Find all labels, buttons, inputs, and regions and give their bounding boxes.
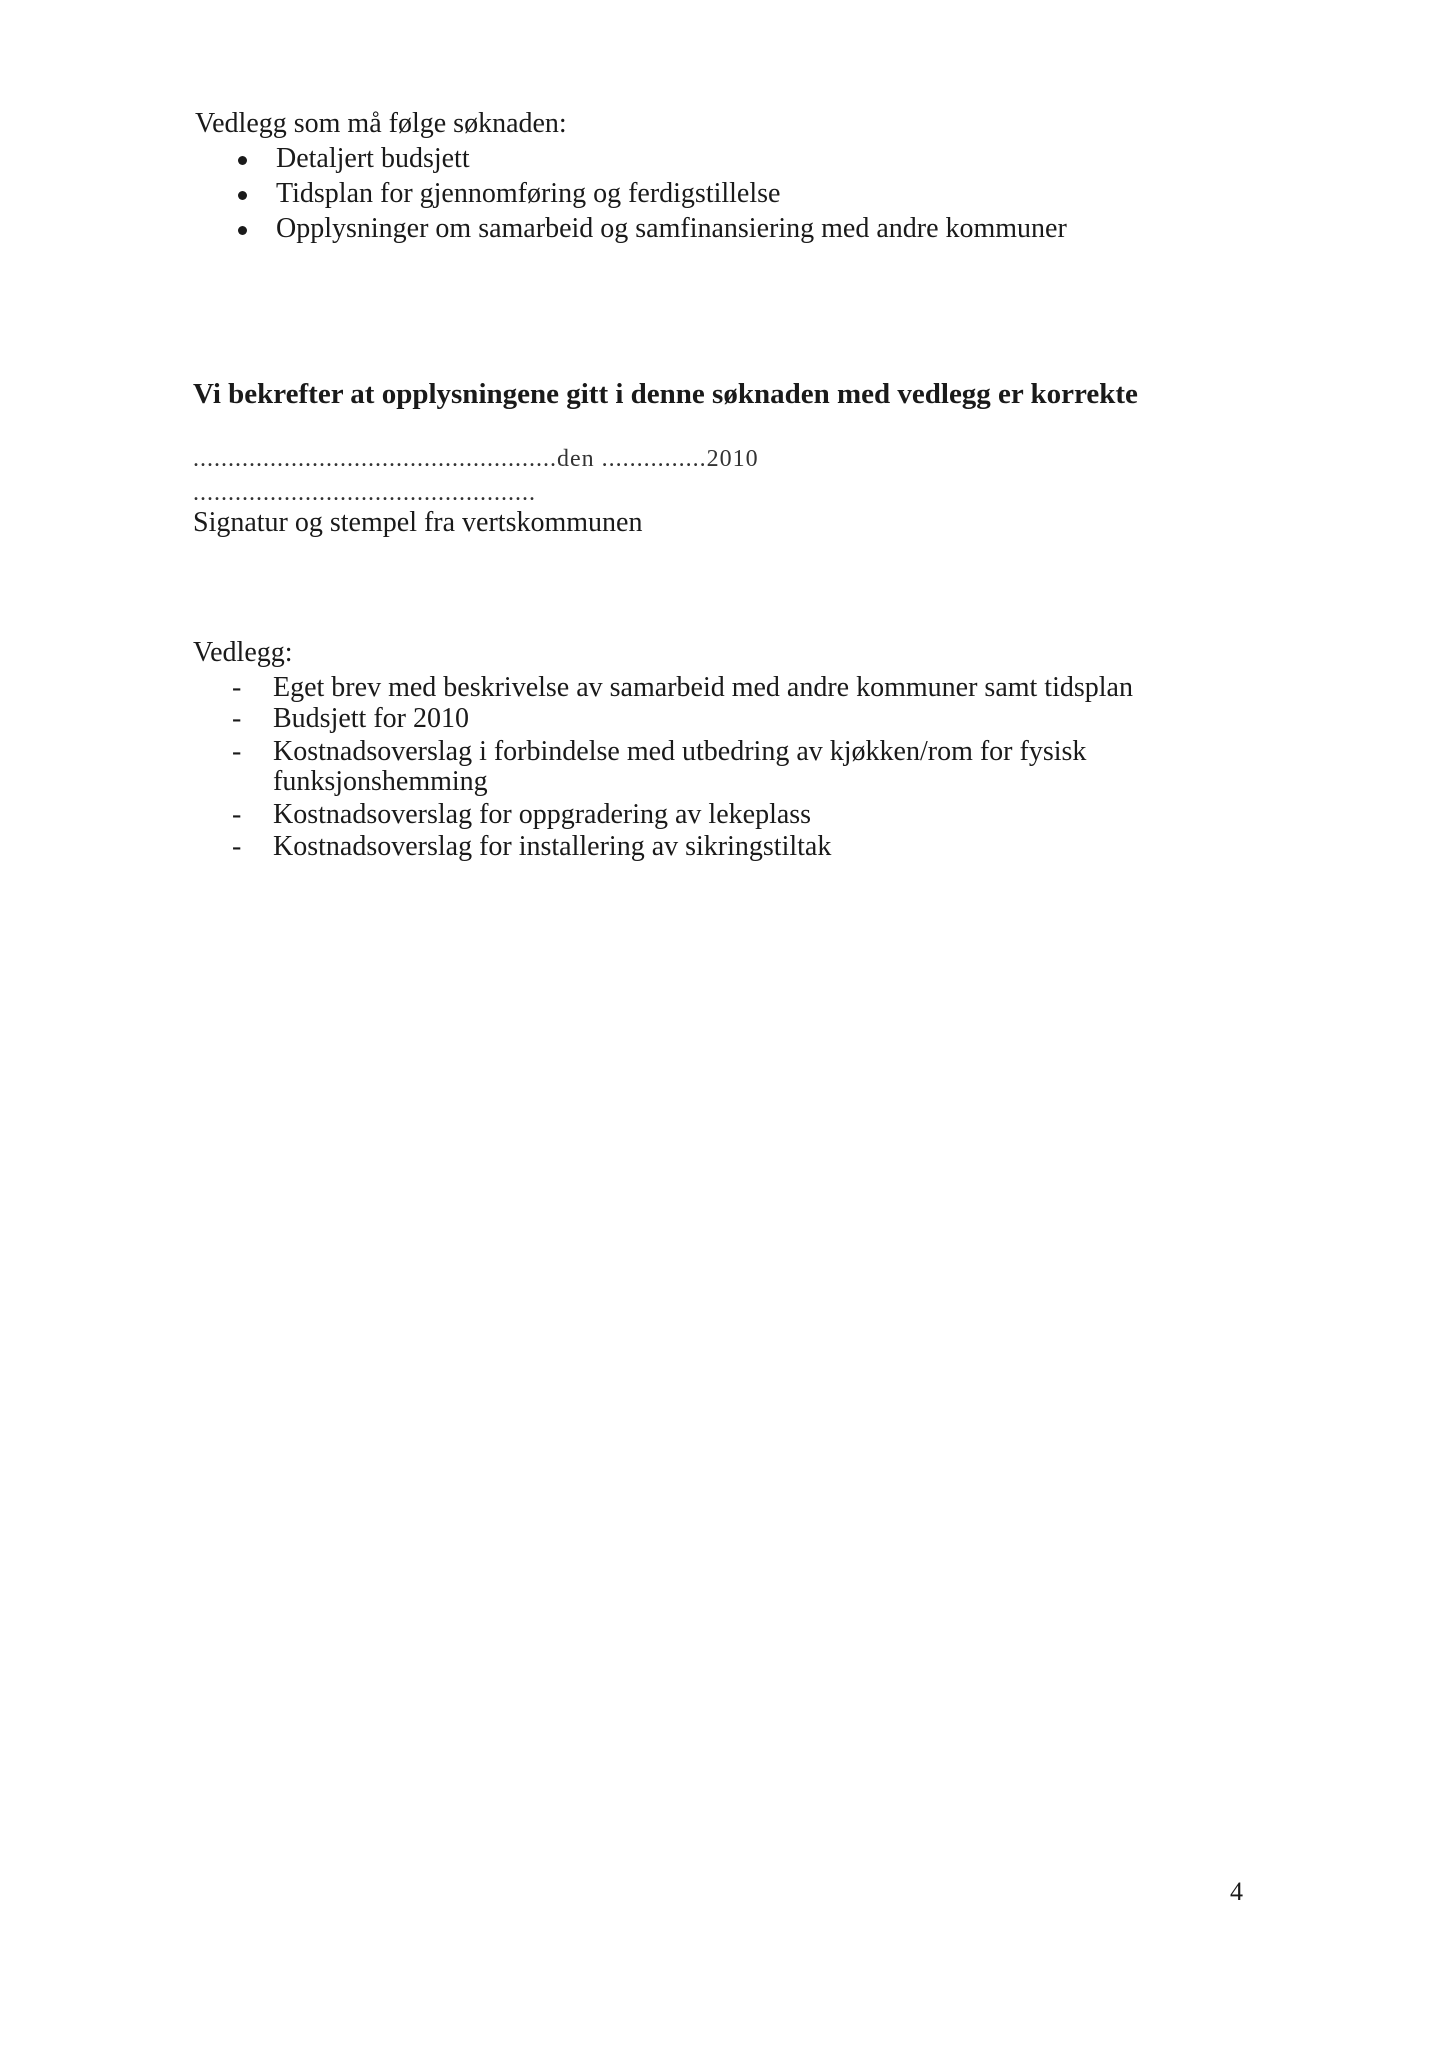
- attachment-item: Kostnadsoverslag i forbindelse med utbedring av kjøkken/rom for fysisk: [273, 736, 1087, 767]
- attachment-item-continuation: funksjonshemming: [273, 766, 488, 797]
- attachment-item: Eget brev med beskrivelse av samarbeid med andre kommuner samt tidsplan: [273, 672, 1133, 703]
- attachment-item: Budsjett for 2010: [273, 703, 469, 734]
- attachment-item: Kostnadsoverslag for oppgradering av lekeplass: [273, 799, 812, 830]
- bullet-icon: [238, 226, 247, 235]
- signature-label: Signatur og stempel fra vertskommunen: [193, 507, 643, 538]
- attachments-heading: Vedlegg:: [193, 637, 293, 668]
- required-attachments-heading: Vedlegg som må følge søknaden:: [195, 108, 567, 139]
- dash-marker: -: [232, 672, 242, 703]
- required-attachment-item: Detaljert budsjett: [276, 143, 470, 174]
- signature-line: .................................................: [193, 480, 536, 506]
- place-date-line: ....................................................den ...............2010: [193, 446, 759, 472]
- dash-marker: -: [232, 799, 242, 830]
- page-number: 4: [1230, 1877, 1243, 1906]
- confirmation-statement: Vi bekrefter at opplysningene gitt i denne søknaden med vedlegg er korrekte: [193, 378, 1138, 410]
- attachment-item: Kostnadsoverslag for installering av sikringstiltak: [273, 831, 832, 862]
- required-attachment-item: Tidsplan for gjennomføring og ferdigstillelse: [276, 178, 781, 209]
- bullet-icon: [238, 156, 247, 165]
- dash-marker: -: [232, 831, 242, 862]
- dash-marker: -: [232, 736, 242, 767]
- dash-marker: -: [232, 703, 242, 734]
- bullet-icon: [238, 191, 247, 200]
- required-attachment-item: Opplysninger om samarbeid og samfinansiering med andre kommuner: [276, 213, 1067, 244]
